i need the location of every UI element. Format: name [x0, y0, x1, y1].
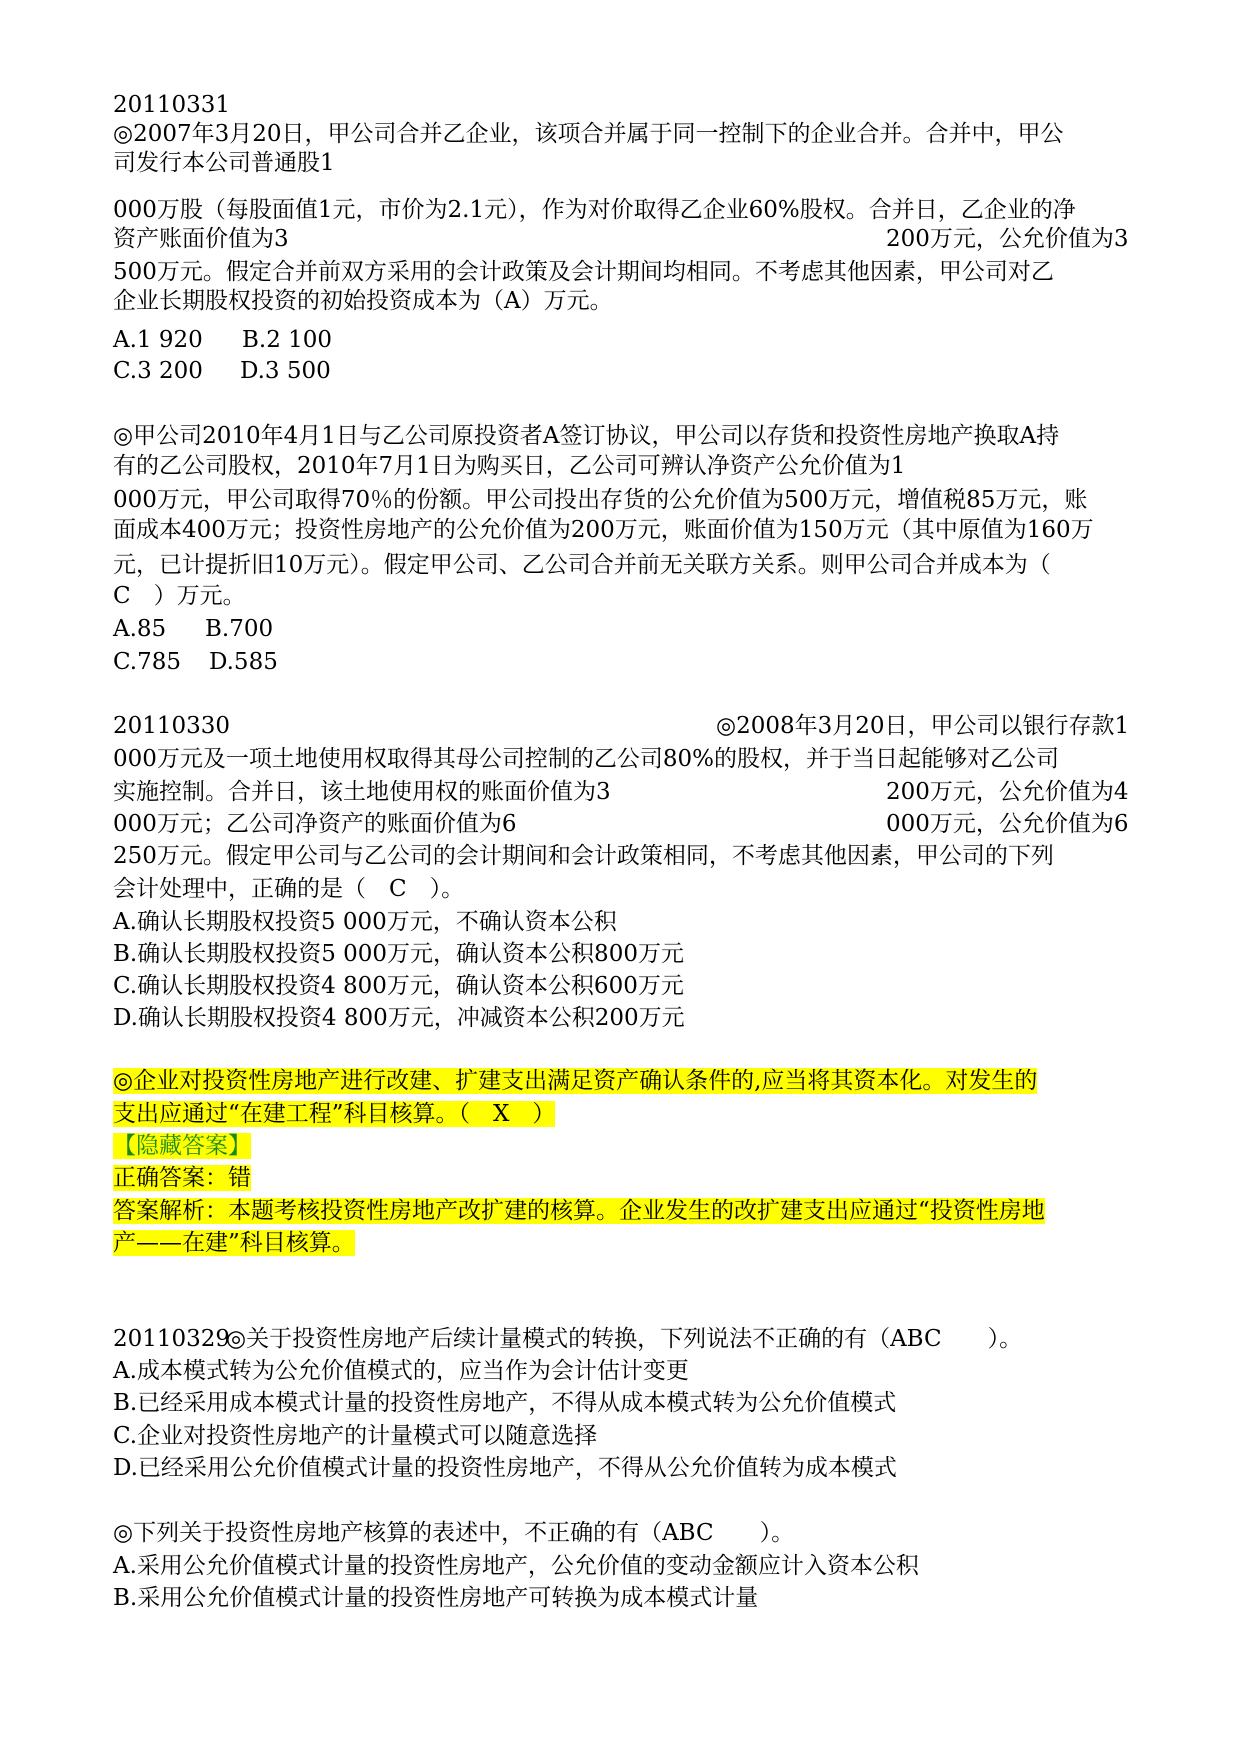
answer-analysis-line: 产——在建”科目核算。 — [113, 1230, 355, 1256]
highlighted-question-line: ◎企业对投资性房地产进行改建、扩建支出满足资产确认条件的,应当将其资本化。对发生的 — [113, 1068, 1038, 1094]
question-line-right: 200万元，公允价值为3 — [886, 226, 1129, 252]
question-date: 20110330 — [113, 713, 231, 739]
question-line: 资产账面价值为3 — [113, 226, 289, 252]
question-line: ◎甲公司2010年4月1日与乙公司原投资者A签订协议，甲公司以存货和投资性房地产换取A持 — [113, 423, 1060, 449]
question-line: C ）万元。 — [113, 583, 246, 609]
option-c: C.企业对投资性房地产的计量模式可以随意选择 — [113, 1423, 598, 1449]
option-a: A.成本模式转为公允价值模式的，应当作为会计估计变更 — [113, 1358, 689, 1384]
option-b: B.采用公允价值模式计量的投资性房地产可转换为成本模式计量 — [113, 1585, 759, 1611]
option-d: D.确认长期股权投资4 800万元，冲减资本公积200万元 — [113, 1005, 685, 1031]
option-c: C.785 — [113, 649, 181, 675]
question-line: ◎2007年3月20日，甲公司合并乙企业，该项合并属于同一控制下的企业合并。合并中，甲公 — [113, 121, 1064, 147]
question-line: 司发行本公司普通股1 — [113, 150, 335, 176]
option-c: C.3 200 — [113, 358, 203, 384]
question-line: 实施控制。合并日，该土地使用权的账面价值为3 — [113, 779, 611, 805]
question-line: 企业长期股权投资的初始投资成本为（A）万元。 — [113, 288, 613, 314]
option-d: D.585 — [209, 649, 278, 675]
question-line-right: ◎2008年3月20日，甲公司以银行存款1 — [716, 713, 1130, 739]
option-a: A.1 920 — [113, 327, 203, 353]
hidden-answer-label: 【隐藏答案】 — [113, 1133, 251, 1159]
option-d: D.已经采用公允价值模式计量的投资性房地产，不得从公允价值转为成本模式 — [113, 1455, 897, 1481]
option-d: D.3 500 — [240, 358, 331, 384]
question-line-right: 000万元，公允价值为6 — [886, 811, 1129, 837]
option-a: A.采用公允价值模式计量的投资性房地产，公允价值的变动金额应计入资本公积 — [113, 1553, 919, 1579]
question-line: 000万元；乙公司净资产的账面价值为6 — [113, 811, 517, 837]
option-b: B.确认长期股权投资5 000万元，确认资本公积800万元 — [113, 941, 684, 967]
question-date: 20110331 — [113, 92, 231, 118]
question-line: 000万元及一项土地使用权取得其母公司控制的乙公司80%的股权，并于当日起能够对乙公司 — [113, 746, 1060, 772]
option-b: B.2 100 — [242, 327, 333, 353]
option-c: C.确认长期股权投资4 800万元，确认资本公积600万元 — [113, 973, 684, 999]
question-line: 250万元。假定甲公司与乙公司的会计期间和会计政策相同，不考虑其他因素，甲公司的下列 — [113, 843, 1054, 869]
question-line: 元，已计提折旧10万元）。假定甲公司、乙公司合并前无关联方关系。则甲公司合并成本为（ — [113, 552, 1051, 578]
question-line: 000万股（每股面值1元，市价为2.1元），作为对价取得乙企业60%股权。合并日，乙企业的净 — [113, 197, 1076, 223]
highlighted-question-line: 支出应通过“在建工程”科目核算。（ X ） — [113, 1101, 556, 1127]
question-stem: ◎下列关于投资性房地产核算的表述中，不正确的有（ABC ）。 — [113, 1520, 795, 1546]
question-date: 20110329 — [113, 1326, 231, 1352]
question-stem: ◎关于投资性房地产后续计量模式的转换，下列说法不正确的有（ABC ）。 — [226, 1326, 1023, 1352]
question-line: 会计处理中，正确的是（ C ）。 — [113, 876, 465, 902]
question-line: 000万元，甲公司取得70％的份额。甲公司投出存货的公允价值为500万元，增值税85万元，账 — [113, 487, 1088, 513]
option-b: B.700 — [205, 616, 274, 642]
option-a: A.85 — [113, 616, 167, 642]
correct-answer: 正确答案：错 — [113, 1165, 251, 1191]
question-line-right: 200万元，公允价值为4 — [886, 779, 1129, 805]
question-line: 有的乙公司股权，2010年7月1日为购买日，乙公司可辨认净资产公允价值为1 — [113, 453, 906, 479]
answer-analysis-line: 答案解析：本题考核投资性房地产改扩建的核算。企业发生的改扩建支出应通过“投资性房地 — [113, 1198, 1045, 1224]
question-line: 面成本400万元；投资性房地产的公允价值为200万元，账面价值为150万元（其中原值为160万 — [113, 517, 1094, 543]
option-a: A.确认长期股权投资5 000万元，不确认资本公积 — [113, 909, 617, 935]
option-b: B.已经采用成本模式计量的投资性房地产，不得从成本模式转为公允价值模式 — [113, 1390, 897, 1416]
question-line: 500万元。假定合并前双方采用的会计政策及会计期间均相同。不考虑其他因素，甲公司对乙 — [113, 259, 1054, 285]
